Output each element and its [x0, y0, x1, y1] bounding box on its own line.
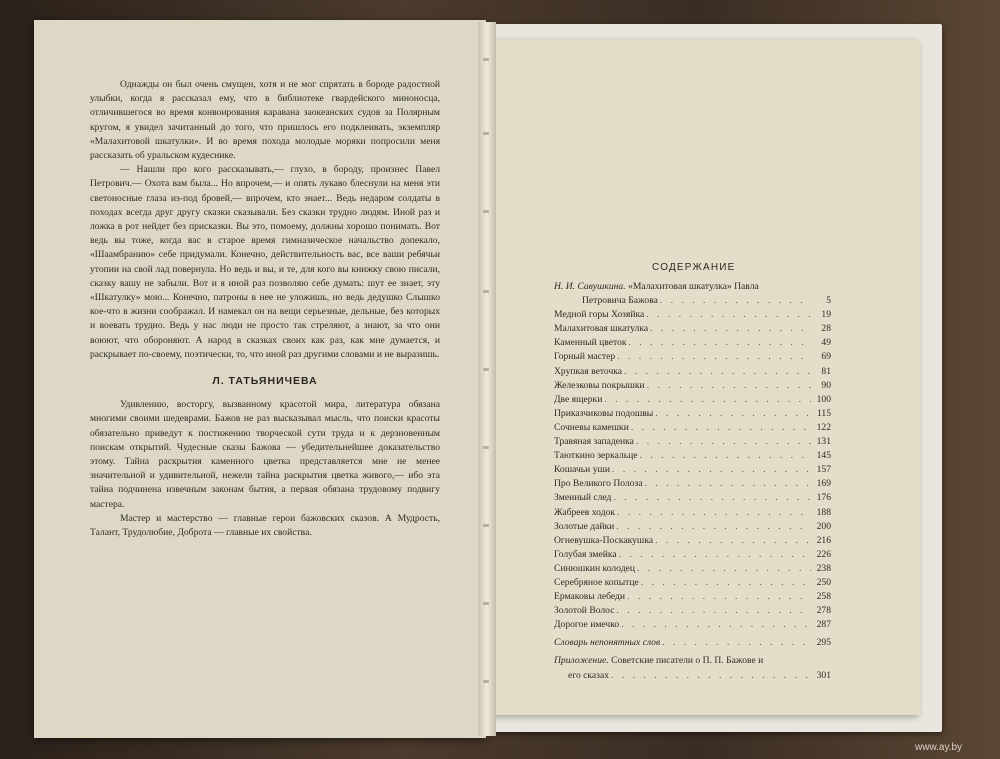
- toc-entry: [554, 449, 831, 463]
- toc-title: Малахитовая шкатулка: [554, 323, 649, 335]
- toc-page: 301: [816, 669, 831, 681]
- toc-entries: [554, 308, 831, 632]
- binding-stitch: [483, 602, 489, 605]
- dot-leader: [619, 548, 811, 562]
- dot-leader: [640, 449, 812, 463]
- toc-entry: [554, 477, 831, 491]
- dot-leader: [617, 506, 811, 520]
- dot-leader: [655, 407, 811, 421]
- toc-entry: [554, 534, 831, 548]
- dot-leader: [611, 669, 811, 683]
- toc-title: Змеиный след: [554, 492, 612, 504]
- toc-entry: [554, 576, 831, 590]
- toc-title: Две ящерки: [554, 393, 603, 405]
- left-page-text: [90, 78, 440, 540]
- dot-leader: [616, 604, 811, 618]
- dot-leader: [612, 463, 811, 477]
- toc-title: Сочневы камешки: [554, 421, 629, 433]
- toc-title: СОДЕРЖАНИЕ: [652, 262, 736, 273]
- paragraph: Мастер и мастерство — главные герои бажовских сказов. А Мудрость, Талант, Трудолюбие, Доброта — главные их свойства.: [90, 512, 440, 539]
- toc-page: 295: [816, 637, 831, 649]
- toc-appendix: [554, 654, 831, 682]
- toc-page: 250: [816, 576, 831, 588]
- toc-entry: [554, 393, 831, 407]
- toc-entry: [554, 322, 831, 336]
- toc-page: 90: [821, 379, 831, 391]
- toc-appendix-label: Приложение.: [554, 655, 609, 667]
- toc-title: Синюшкин колодец: [554, 562, 635, 574]
- toc-page: 115: [816, 407, 831, 419]
- dot-leader: [650, 322, 811, 336]
- toc-title: Ермаковы лебеди: [554, 591, 626, 603]
- toc-intro: [554, 280, 831, 308]
- dot-leader: [636, 435, 811, 449]
- toc-page: 28: [821, 323, 831, 335]
- paragraph: Удивлению, восторгу, вызванному красотой мира, литература обязана многими своими шедеврами. Бажов не раз высказывал мысль, что поиски красоты обязательно приведут к постижению творческой сути труда и к дерзновенным поискам открытий. Чудесные сказы Бажова — убедительнейшее доказательство этому. Тайна раскрытия каменного цветка представляется мне не менее значительной и удивительной, нежели тайна раскрытия цветка живого,— ибо эта тайна подчинена извечным законам бытия, а первая обязана трудовому подвигу мастера.: [90, 399, 440, 510]
- toc-entry: [554, 604, 831, 618]
- toc-page: 176: [816, 492, 831, 504]
- toc-title: Словарь непонятных слов: [554, 637, 661, 649]
- toc-glossary: [554, 636, 831, 650]
- dot-leader: [624, 365, 811, 379]
- toc-title: Серебряное копытце: [554, 576, 639, 588]
- toc-intro-title: «Малахитовая шкатулка» Павла: [628, 281, 759, 292]
- dot-leader: [646, 308, 811, 322]
- toc-title: Железковы покрышки: [554, 379, 645, 391]
- toc-entry: [554, 491, 831, 505]
- toc-page: 200: [816, 520, 831, 532]
- toc-entry: [554, 562, 831, 576]
- toc-page: 69: [821, 351, 831, 363]
- toc-page: 169: [816, 478, 831, 490]
- toc-page: 100: [816, 393, 831, 405]
- toc-page: 278: [816, 605, 831, 617]
- toc-intro-title-cont: Петровича Бажова: [582, 295, 658, 307]
- book-spine: [478, 22, 496, 736]
- toc-entry: [554, 421, 831, 435]
- toc-entry: [554, 407, 831, 421]
- toc-entry: [554, 336, 831, 350]
- toc-page: 157: [816, 464, 831, 476]
- dot-leader: [616, 520, 811, 534]
- toc-title: Медной горы Хозяйка: [554, 309, 645, 321]
- toc-title: Голубая змейка: [554, 548, 617, 560]
- toc-appendix-title-cont: его сказах: [568, 669, 610, 681]
- dot-leader: [613, 491, 811, 505]
- toc-page: 122: [816, 421, 831, 433]
- toc-title: Кошачьи уши: [554, 464, 611, 476]
- dot-leader: [617, 350, 811, 364]
- toc-intro-author: Н. И. Савушкина.: [554, 281, 626, 292]
- dot-leader: [645, 477, 811, 491]
- toc-entry: [554, 350, 831, 364]
- toc-title: Каменный цветок: [554, 337, 627, 349]
- toc-entry: [554, 463, 831, 477]
- toc-page: 145: [816, 450, 831, 462]
- paragraph: — Нашли про кого рассказывать,— глухо, в бороду, произнес Павел Петрович.— Охота вам была... Но впрочем,— и опять лукаво блеснули на меня эти светоносные глаза из-под бровей,— впрочем, кто знает... Ведь недаром солдаты в походах всегда друг другу сказки сказывали. Без сказки трудно людям. Иной раз и ложка в рот нейдет без присказки. Вы это, помоему, должны хорошо понимать. Вот ведь вы тоже, когда вас в старое время гимназическое начальство допекало, «Шаамбранию» себе придумали. Конечно, действительность вас, все ваши ребячьи утопии на свой лад повернула. Но ведь и вы, и те, для кого вы книжку свою писали, сказку вашу не забыли. Вот и я иной раз позволяю себе думать: шут ее знает, эту «Шкатулку» мою... Конечно, патроны в нее не уложишь, но ведь дедушко Слышко кое-что в жизни соображал. И намекал он на вещи серьезные, дельные, без которых и воевать трудно. Ведь у нас люди не просто так стреляют, а знают, за что они воюют, что обороняют. А народ в сказках своих как раз, как мне думается, и раскрывает по-своему, поэтически, то, что иной раз другими словами и не выразишь.: [90, 164, 440, 360]
- toc-title: Золотые дайки: [554, 520, 615, 532]
- toc-title: Огневушка-Поскакушка: [554, 534, 654, 546]
- toc-page: 81: [821, 365, 831, 377]
- toc-title: Приказчиковы подошвы: [554, 407, 654, 419]
- binding-stitch: [483, 446, 489, 449]
- toc-entry: [554, 308, 831, 322]
- dot-leader: [627, 590, 811, 604]
- toc-title: Жабреев ходок: [554, 506, 616, 518]
- watermark: www.ay.by: [915, 742, 963, 753]
- binding-stitch: [483, 132, 489, 135]
- toc-page: 226: [816, 548, 831, 560]
- toc-page: 5: [826, 295, 831, 307]
- toc-entry: [554, 379, 831, 393]
- toc-title: Горный мастер: [554, 351, 616, 363]
- binding-stitch: [483, 680, 489, 683]
- toc-entry: [554, 618, 831, 632]
- dot-leader: [604, 393, 811, 407]
- dot-leader: [662, 636, 811, 650]
- binding-stitch: [483, 290, 489, 293]
- toc-entry: [554, 506, 831, 520]
- paragraph: Однажды он был очень смущен, хотя и не мог спрятать в бороде радостной улыбки, когда я рассказал ему, что в библиотеке гвардейского миноносца, отличившегося во время конвоирования каравана заокеанских судов за Полярным кругом, я увидел зачитанный до того, что пришлось его подклеивать, экземпляр «Малахитовой шкатулки». И во время похода молодые моряки попросили меня рассказать об уральском кудеснике.: [90, 79, 440, 162]
- toc-page: 238: [816, 562, 831, 574]
- toc-entry: [554, 435, 831, 449]
- dot-leader: [621, 618, 811, 632]
- dot-leader: [629, 336, 812, 350]
- toc-page: 131: [816, 436, 831, 448]
- toc-entry: [554, 520, 831, 534]
- dot-leader: [647, 379, 811, 393]
- toc-title: Травяная западенка: [554, 436, 634, 448]
- toc-page: 287: [816, 619, 831, 631]
- toc-title: Хрупкая веточка: [554, 365, 623, 377]
- dot-leader: [655, 534, 811, 548]
- toc-entry: [554, 548, 831, 562]
- toc-appendix-title: Советские писатели о П. П. Бажове и: [611, 655, 764, 667]
- dot-leader: [637, 562, 811, 576]
- binding-stitch: [483, 524, 489, 527]
- table-of-contents: [554, 280, 831, 683]
- binding-stitch: [483, 58, 489, 61]
- binding-stitch: [483, 368, 489, 371]
- toc-title: Золотой Волос: [554, 605, 615, 617]
- toc-page: 188: [816, 506, 831, 518]
- binding-stitch: [483, 210, 489, 213]
- toc-entry: [554, 590, 831, 604]
- toc-title: Про Великого Полоза: [554, 478, 643, 490]
- dot-leader: [660, 294, 811, 308]
- toc-page: 216: [816, 534, 831, 546]
- dot-leader: [631, 421, 811, 435]
- toc-title: Таюткино зеркальце: [554, 450, 638, 462]
- toc-title: Дорогое имечко: [554, 619, 620, 631]
- toc-page: 258: [816, 591, 831, 603]
- toc-entry: [554, 365, 831, 379]
- toc-page: 19: [821, 309, 831, 321]
- dot-leader: [641, 576, 811, 590]
- author-heading: Л. ТАТЬЯНИЧЕВА: [212, 375, 318, 388]
- toc-page: 49: [821, 337, 831, 349]
